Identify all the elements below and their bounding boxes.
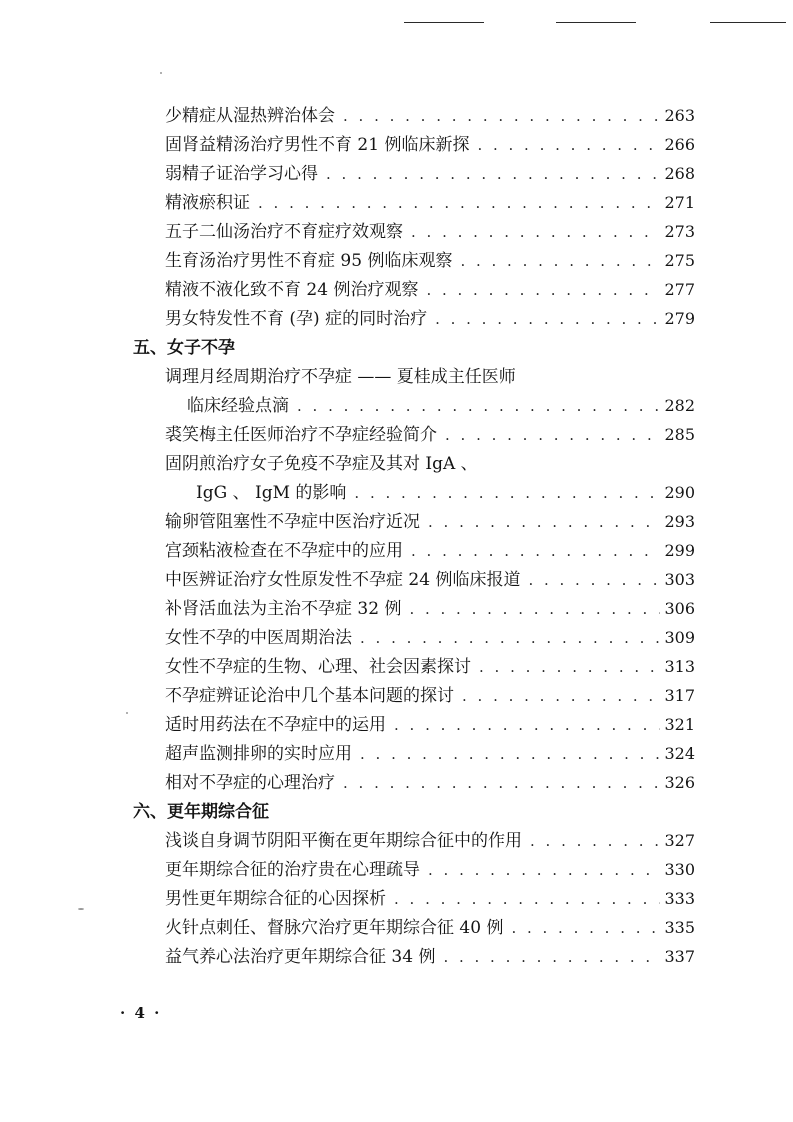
toc-entry-title-line[interactable]: 固阴煎治疗女子免疫不孕症及其对 IgA 、	[165, 454, 478, 474]
dot-leader	[409, 595, 660, 623]
toc-entry-title: 男女特发性不育 (孕) 症的同时治疗	[165, 309, 428, 329]
dot-leader	[411, 218, 660, 246]
toc-entry-page: 263	[664, 106, 695, 125]
dot-leader	[460, 247, 660, 275]
dot-leader	[343, 769, 660, 797]
toc-entry-title: 不孕症辨证论治中几个基本问题的探讨	[165, 686, 454, 706]
toc-entry-title: 弱精子证治学习心得	[165, 164, 318, 184]
toc-entry-title: 固肾益精汤治疗男性不育 21 例临床新探	[165, 135, 470, 155]
dot-leader	[528, 566, 660, 594]
toc-entry-title-line[interactable]: 调理月经周期治疗不孕症 —— 夏桂成主任医师	[165, 367, 516, 387]
scan-speck	[126, 712, 128, 714]
toc-entry[interactable]	[187, 392, 695, 420]
dot-leader	[297, 392, 660, 420]
toc-entry[interactable]	[196, 479, 695, 507]
toc-entry[interactable]	[165, 218, 695, 246]
toc-entry-title: 少精症从湿热辨治体会	[165, 106, 335, 126]
toc-entry[interactable]	[165, 508, 695, 536]
toc-entry-title: 裘笑梅主任医师治疗不孕症经验简介	[165, 425, 437, 445]
dot-leader	[394, 711, 660, 739]
toc-entry-page: 279	[664, 309, 695, 328]
toc-entry[interactable]	[165, 856, 695, 884]
toc-entry-page: 321	[664, 715, 695, 734]
toc-entry[interactable]	[165, 914, 695, 942]
dot-leader	[426, 276, 660, 304]
dot-leader	[462, 682, 660, 710]
toc-entry[interactable]	[165, 131, 695, 159]
toc-entry[interactable]	[165, 740, 695, 768]
toc-entry-title: 超声监测排卵的实时应用	[165, 744, 352, 764]
toc-entry-page: 313	[664, 657, 695, 676]
toc-entry[interactable]	[165, 653, 695, 681]
toc-entry[interactable]	[165, 566, 695, 594]
toc-entry-title: 男性更年期综合征的心因探析	[165, 889, 386, 909]
dot-leader	[326, 160, 660, 188]
page-number: · 4 ·	[120, 1004, 162, 1022]
section-heading: 五、女子不孕	[133, 338, 235, 358]
header-rule-2	[556, 22, 636, 23]
dot-leader	[258, 189, 660, 217]
toc-entry-title: 浅谈自身调节阴阳平衡在更年期综合征中的作用	[165, 831, 522, 851]
toc-entry-page: 317	[664, 686, 695, 705]
toc-entry-title: 精液不液化致不育 24 例治疗观察	[165, 280, 419, 300]
toc-entry-page: 277	[664, 280, 695, 299]
dot-leader	[360, 624, 660, 652]
toc-entry-title: 益气养心法治疗更年期综合征 34 例	[165, 947, 436, 967]
toc-entry-title: 生育汤治疗男性不育症 95 例临床观察	[165, 251, 453, 271]
toc-entry[interactable]	[165, 247, 695, 275]
toc-entry[interactable]	[165, 305, 695, 333]
toc-entry-title: 宫颈粘液检查在不孕症中的应用	[165, 541, 403, 561]
scan-speck	[78, 908, 84, 910]
dot-leader	[477, 131, 660, 159]
toc-entry-page: 299	[664, 541, 695, 560]
toc-entry-title: 火针点刺任、督脉穴治疗更年期综合征 40 例	[165, 918, 504, 938]
header-rule-3	[710, 22, 786, 23]
dot-leader	[479, 653, 660, 681]
dot-leader	[530, 827, 660, 855]
toc-entry-title: 临床经验点滴	[187, 396, 289, 416]
dot-leader	[511, 914, 660, 942]
toc-entry-title: 相对不孕症的心理治疗	[165, 773, 335, 793]
dot-leader	[411, 537, 660, 565]
toc-entry[interactable]	[165, 189, 695, 217]
toc-entry-page: 303	[664, 570, 695, 589]
toc-entry-page: 266	[664, 135, 695, 154]
toc-entry-title: 女性不孕的中医周期治法	[165, 628, 352, 648]
toc-entry[interactable]	[165, 276, 695, 304]
toc-entry-page: 337	[664, 947, 695, 966]
toc-entry-title: 中医辨证治疗女性原发性不孕症 24 例临床报道	[165, 570, 521, 590]
toc-entry-title: 输卵管阻塞性不孕症中医治疗近况	[165, 512, 420, 532]
toc-entry[interactable]	[165, 537, 695, 565]
dot-leader	[445, 421, 660, 449]
toc-entry-page: 293	[664, 512, 695, 531]
dot-leader	[435, 305, 660, 333]
toc-entry-page: 309	[664, 628, 695, 647]
toc-entry[interactable]	[165, 943, 695, 971]
toc-entry-page: 330	[664, 860, 695, 879]
toc-entry-title: 补肾活血法为主治不孕症 32 例	[165, 599, 402, 619]
toc-entry-title: 五子二仙汤治疗不育症疗效观察	[165, 222, 403, 242]
toc-entry[interactable]	[165, 827, 695, 855]
dot-leader	[360, 740, 660, 768]
dot-leader	[428, 856, 660, 884]
toc-entry-title: 精液瘀积证	[165, 193, 250, 213]
toc-entry-page: 333	[664, 889, 695, 908]
toc-entry-page: 327	[664, 831, 695, 850]
dot-leader	[354, 479, 660, 507]
toc-entry-page: 324	[664, 744, 695, 763]
dot-leader	[428, 508, 660, 536]
toc-entry-page: 306	[664, 599, 695, 618]
header-rule-1	[404, 22, 484, 23]
toc-entry-title: 更年期综合征的治疗贵在心理疏导	[165, 860, 420, 880]
dot-leader	[343, 102, 660, 130]
toc-entry-page: 290	[664, 483, 695, 502]
toc-entry-page: 326	[664, 773, 695, 792]
toc-entry[interactable]	[165, 769, 695, 797]
toc-entry-title: IgG 、 IgM 的影响	[196, 483, 347, 503]
scan-speck	[160, 72, 162, 74]
toc-entry-title: 适时用药法在不孕症中的运用	[165, 715, 386, 735]
dot-leader	[394, 885, 660, 913]
toc-entry[interactable]	[165, 885, 695, 913]
toc-entry-page: 273	[664, 222, 695, 241]
toc-entry[interactable]	[165, 421, 695, 449]
toc-entry[interactable]	[165, 624, 695, 652]
dot-leader	[443, 943, 660, 971]
toc-entry-title: 女性不孕症的生物、心理、社会因素探讨	[165, 657, 471, 677]
toc-entry[interactable]	[165, 160, 695, 188]
toc-entry[interactable]	[165, 682, 695, 710]
toc-entry-page: 335	[664, 918, 695, 937]
toc-entry-page: 271	[664, 193, 695, 212]
toc-entry[interactable]	[165, 711, 695, 739]
toc-entry-page: 285	[664, 425, 695, 444]
toc-entry-page: 275	[664, 251, 695, 270]
toc-entry-page: 268	[664, 164, 695, 183]
toc-entry[interactable]	[165, 102, 695, 130]
toc-entry[interactable]	[165, 595, 695, 623]
section-heading: 六、更年期综合征	[133, 802, 269, 822]
toc-entry-page: 282	[664, 396, 695, 415]
